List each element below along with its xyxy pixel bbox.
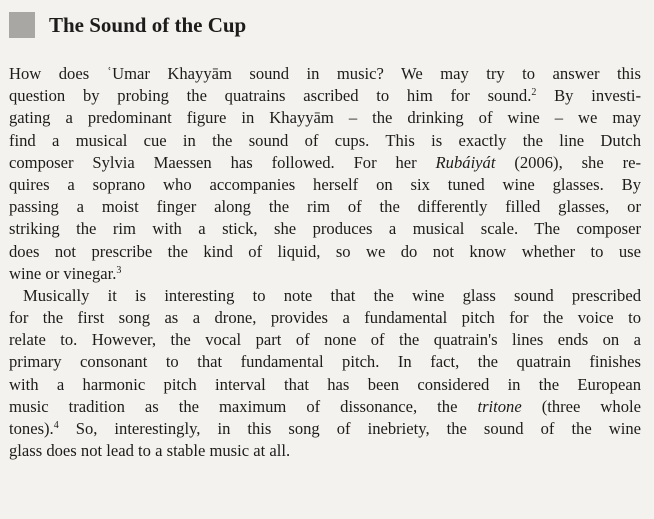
text-line: [9, 107, 641, 129]
text-line: [9, 374, 641, 396]
text-run: composer Sylvia Maessen has followed. For her: [9, 152, 436, 172]
text-run: glass does not lead to a stable music at all.: [9, 441, 291, 461]
text-run: find a musical cue in the sound of cups. This is exactly the line Dutch: [9, 130, 641, 150]
text-run: By investi-: [536, 86, 641, 106]
text-run: How does ʿUmar Khayyām sound in music? We may try to answer this: [9, 64, 641, 83]
text-line: [9, 418, 641, 440]
text-run: tones).: [9, 419, 54, 438]
text-line: [9, 196, 641, 218]
text-run: music tradition as the maximum of dissonance, the: [9, 396, 478, 416]
text-line: [9, 63, 641, 85]
text-run: with a harmonic pitch interval that has been considered in the European: [9, 374, 641, 394]
text-run: question by probing the quatrains ascribed to him for sound.: [9, 86, 532, 106]
text-run: primary consonant to that fundamental pitch. In fact, the quatrain finishes: [9, 352, 641, 372]
section-title: The Sound of the Cup: [49, 13, 247, 37]
paragraph: [9, 285, 641, 463]
text-line: [9, 85, 641, 107]
text-run: gating a predominant figure in Khayyām – the drinking of wine – we may: [9, 108, 641, 128]
footnote-ref[interactable]: 4: [53, 420, 59, 431]
text-line: [9, 329, 641, 351]
text-line: [9, 285, 641, 307]
text-line: [9, 263, 641, 285]
text-run: for the first song as a drone, provides a fundamental pitch for the voice to: [9, 308, 641, 328]
text-line: [9, 152, 641, 174]
text-run: striking the rim with a stick, she produces a musical scale. The composer: [9, 219, 641, 239]
text-run: (three whole: [521, 396, 641, 416]
text-line: [9, 218, 641, 240]
text-run: relate to. However, the vocal part of none of the quatrain's lines ends on a: [9, 330, 641, 350]
section-heading: [9, 11, 246, 39]
body-text: [9, 63, 641, 462]
text-line: [9, 130, 641, 152]
footnote-ref[interactable]: 2: [531, 87, 537, 99]
text-line: [9, 440, 641, 462]
paragraph: [9, 63, 641, 285]
italic-title: Rubáiyát: [435, 152, 496, 172]
heading-marker-square: [9, 12, 35, 38]
text-run: passing a moist finger along the rim of the differently filled glasses, or: [9, 197, 641, 217]
text-run: Musically it is interesting to note that the wine glass sound prescribed: [23, 285, 641, 305]
text-run: wine or vinegar.: [9, 263, 117, 283]
text-run: (2006), she re-: [495, 152, 641, 172]
text-run: quires a soprano who accompanies herself on six tuned wine glasses. By: [9, 174, 641, 194]
text-line: [9, 241, 641, 263]
text-run: So, interestingly, in this song of inebriety, the sound of the wine: [58, 419, 641, 438]
text-line: [9, 307, 641, 329]
text-line: [9, 351, 641, 373]
footnote-ref[interactable]: 3: [116, 264, 122, 276]
text-run: does not prescribe the kind of liquid, so we do not know whether to use: [9, 241, 641, 261]
text-line: [9, 396, 641, 418]
italic-title: tritone: [477, 396, 522, 416]
text-line: [9, 174, 641, 196]
